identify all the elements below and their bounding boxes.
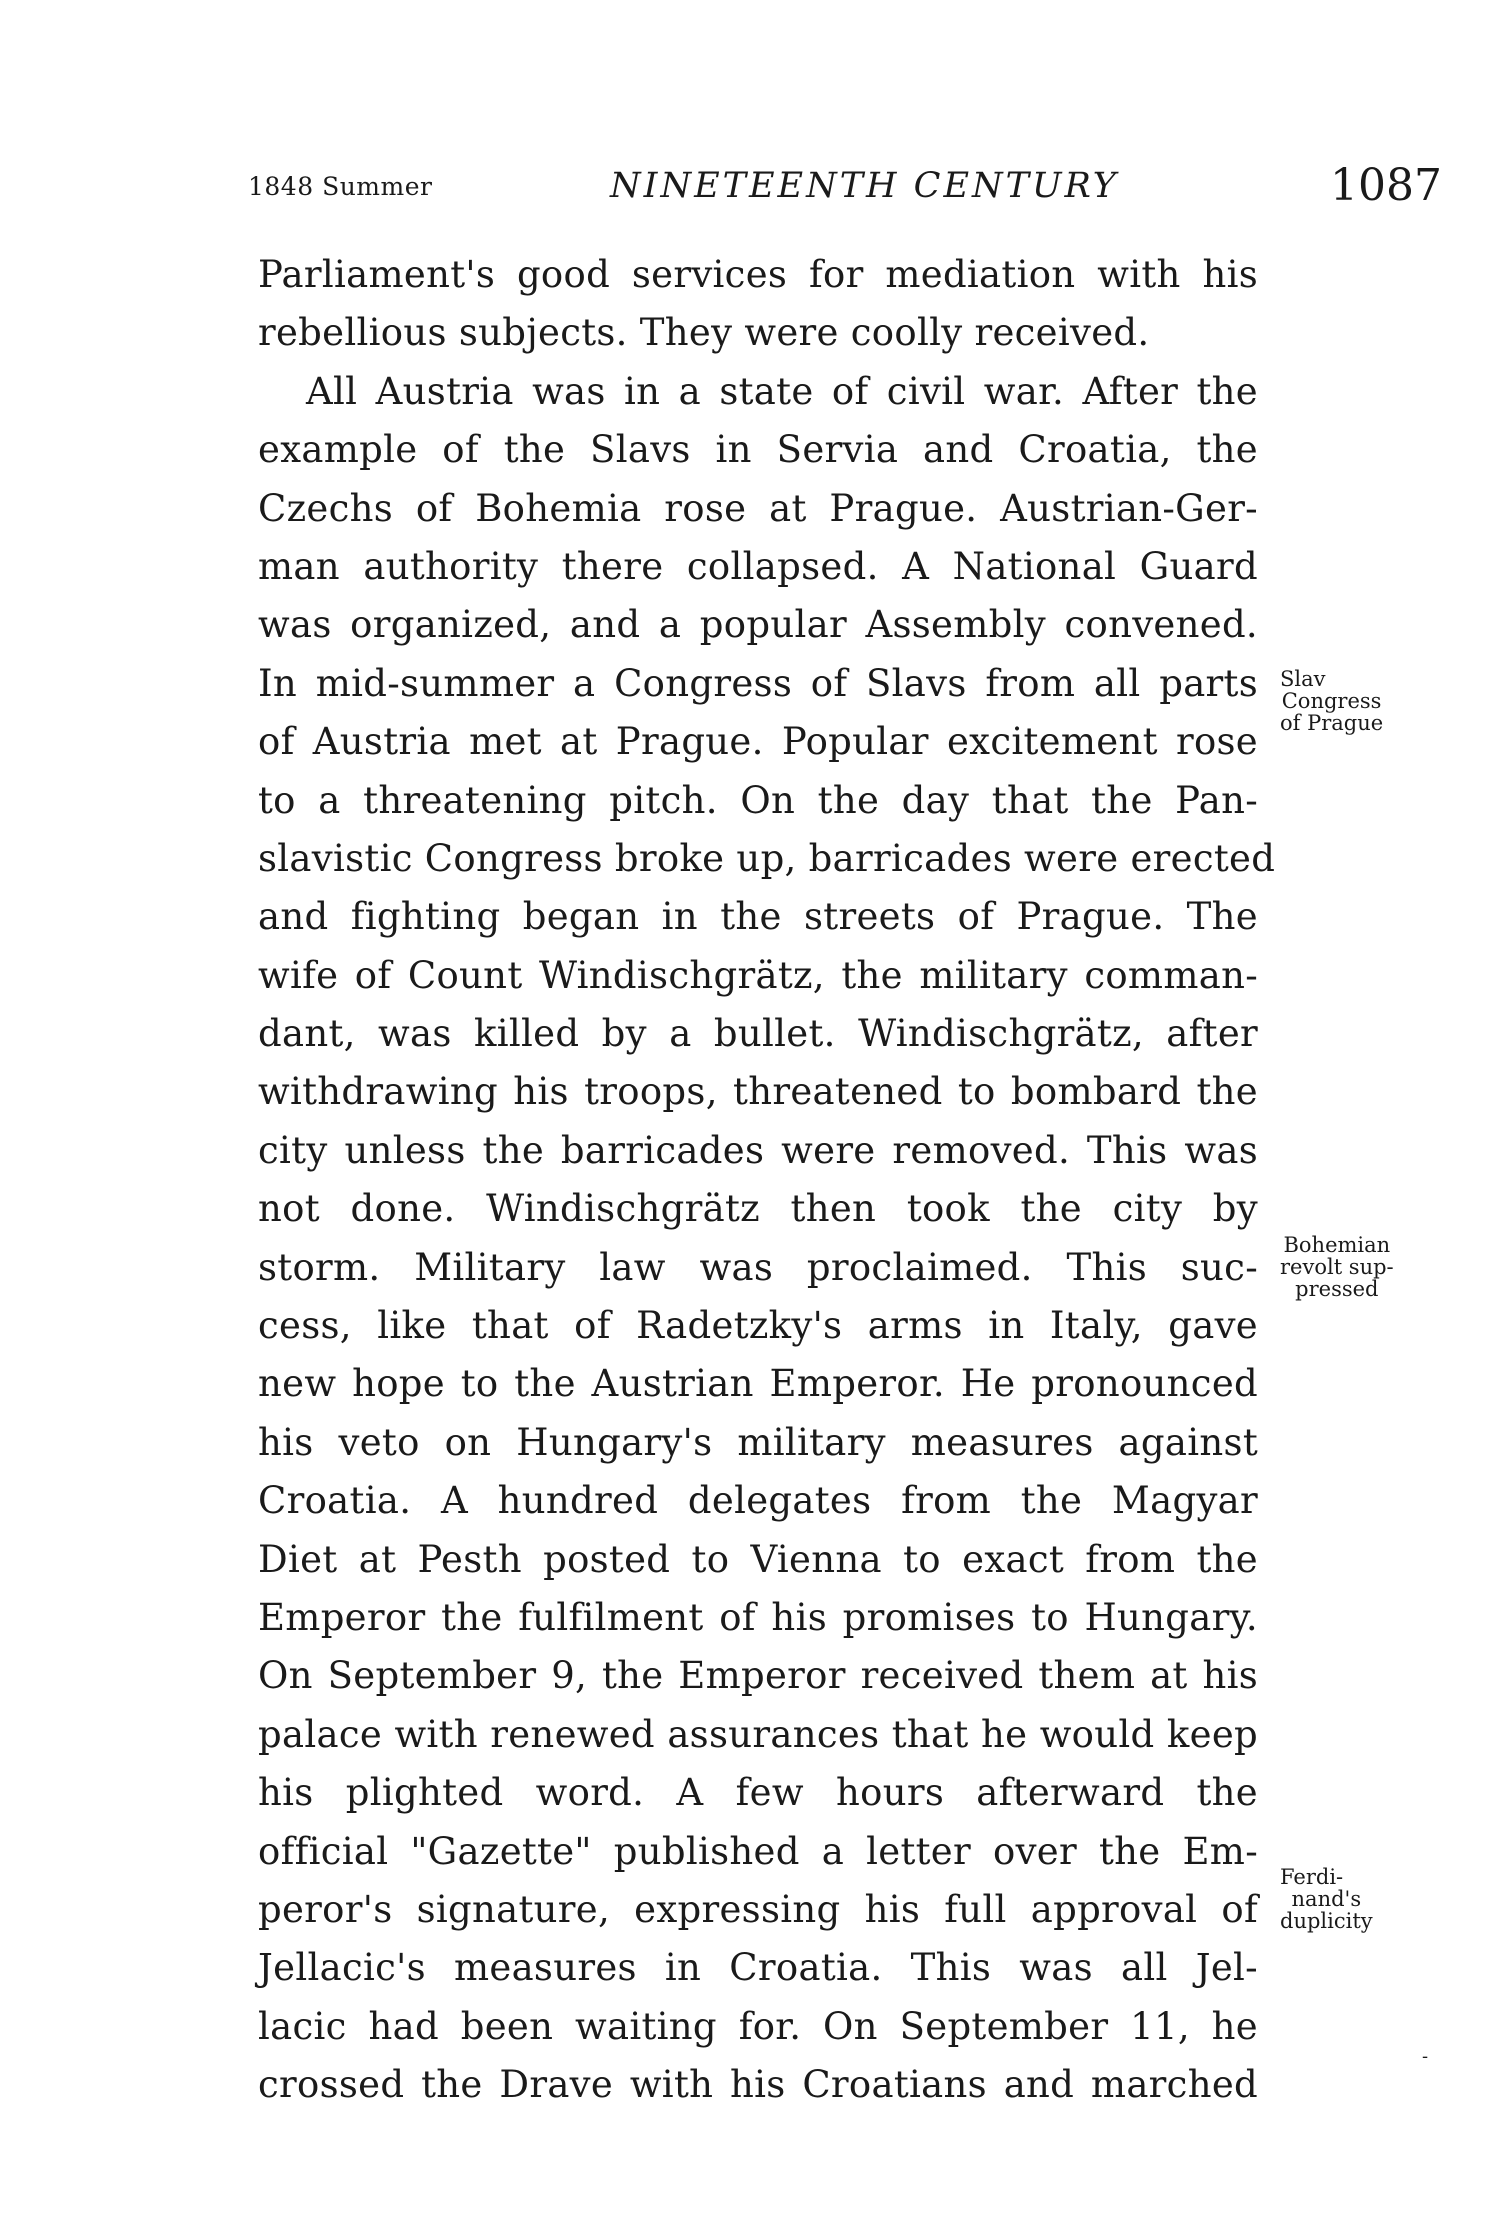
text-line: Croatia. A hundred delegates from the Magyar [258,1479,1258,1523]
text-line: lacic had been waiting for. On September 11, he [258,2004,1258,2048]
page-number: 1087 [1330,160,1442,211]
text-line: Emperor the fulfilment of his promises to Hungary. [258,1595,1258,1639]
text-line: Parliament's good services for mediation with his [258,253,1258,296]
text-line: withdrawing his troops, threatened to bombard the [258,1070,1258,1114]
sidenote-line: duplicity [1280,1909,1373,1933]
sidenote-bohemian-revolt [1280,1234,1394,1300]
text-line: peror's signature, expressing his full approval of [258,1887,1258,1931]
text-line: dant, was killed by a bullet. Windischgrätz, after [258,1012,1258,1056]
text-line: man authority there collapsed. A National Guard [258,544,1258,588]
sidenote-ferdinand-duplicity [1280,1866,1373,1932]
text-line: new hope to the Austrian Emperor. He pronounced [258,1362,1258,1406]
running-head-date: 1848 Summer [248,172,433,201]
sidenote-line: revolt sup- [1280,1255,1394,1279]
sidenote-line: of Prague [1280,711,1384,735]
sidenote-line: nand's [1291,1887,1362,1911]
sidenote-line: Ferdi- [1280,1865,1344,1889]
text-line: On September 9, the Emperor received them at his [258,1654,1258,1698]
text-line: crossed the Drave with his Croatians and marched [258,2063,1258,2107]
body-text [258,246,1276,2115]
text-line: storm. Military law was proclaimed. This suc- [258,1245,1258,1289]
text-line: palace with renewed assurances that he would keep [258,1712,1258,1756]
text-line: Jellacic's measures in Croatia. This was all Jel- [258,1946,1258,1990]
text-line: slavistic Congress broke up, barricades were erected [258,836,1276,880]
text-line: rebellious subjects. They were coolly received. [258,311,1150,355]
text-line: cess, like that of Radetzky's arms in Italy, gave [258,1304,1258,1348]
sidenote-line: Congress [1281,689,1382,713]
text-line: his plighted word. A few hours afterward the [258,1771,1258,1815]
text-line: Diet at Pesth posted to Vienna to exact from the [258,1537,1258,1581]
running-head [0,160,1497,210]
sidenote-line: Bohemian [1283,1233,1391,1257]
footer-mark: - [1422,2046,1429,2067]
text-line: Czechs of Bohemia rose at Prague. Austrian-Ger- [258,486,1258,530]
running-head-title: NINETEENTH CENTURY [610,166,1119,206]
text-line: official "Gazette" published a letter over the Em- [258,1829,1258,1873]
text-line: In mid-summer a Congress of Slavs from all parts [258,661,1258,705]
text-line: not done. Windischgrätz then took the city by [258,1187,1258,1231]
text-line: example of the Slavs in Servia and Croatia, the [258,428,1258,472]
text-line: and fighting began in the streets of Prague. The [258,895,1258,939]
text-line: wife of Count Windischgrätz, the military comman- [258,953,1258,997]
text-line: city unless the barricades were removed. This was [258,1128,1258,1172]
text-line: of Austria met at Prague. Popular excitement rose [258,720,1258,764]
sidenote-slav-congress [1280,668,1383,734]
text-line: to a threatening pitch. On the day that the Pan- [258,778,1258,822]
paragraph-start-line: All Austria was in a state of civil war. After the [306,369,1258,413]
sidenote-line: Slav [1280,667,1326,691]
text-line: his veto on Hungary's military measures against [258,1420,1258,1464]
text-line: was organized, and a popular Assembly convened. [258,603,1258,647]
sidenote-line: pressed [1295,1277,1379,1301]
